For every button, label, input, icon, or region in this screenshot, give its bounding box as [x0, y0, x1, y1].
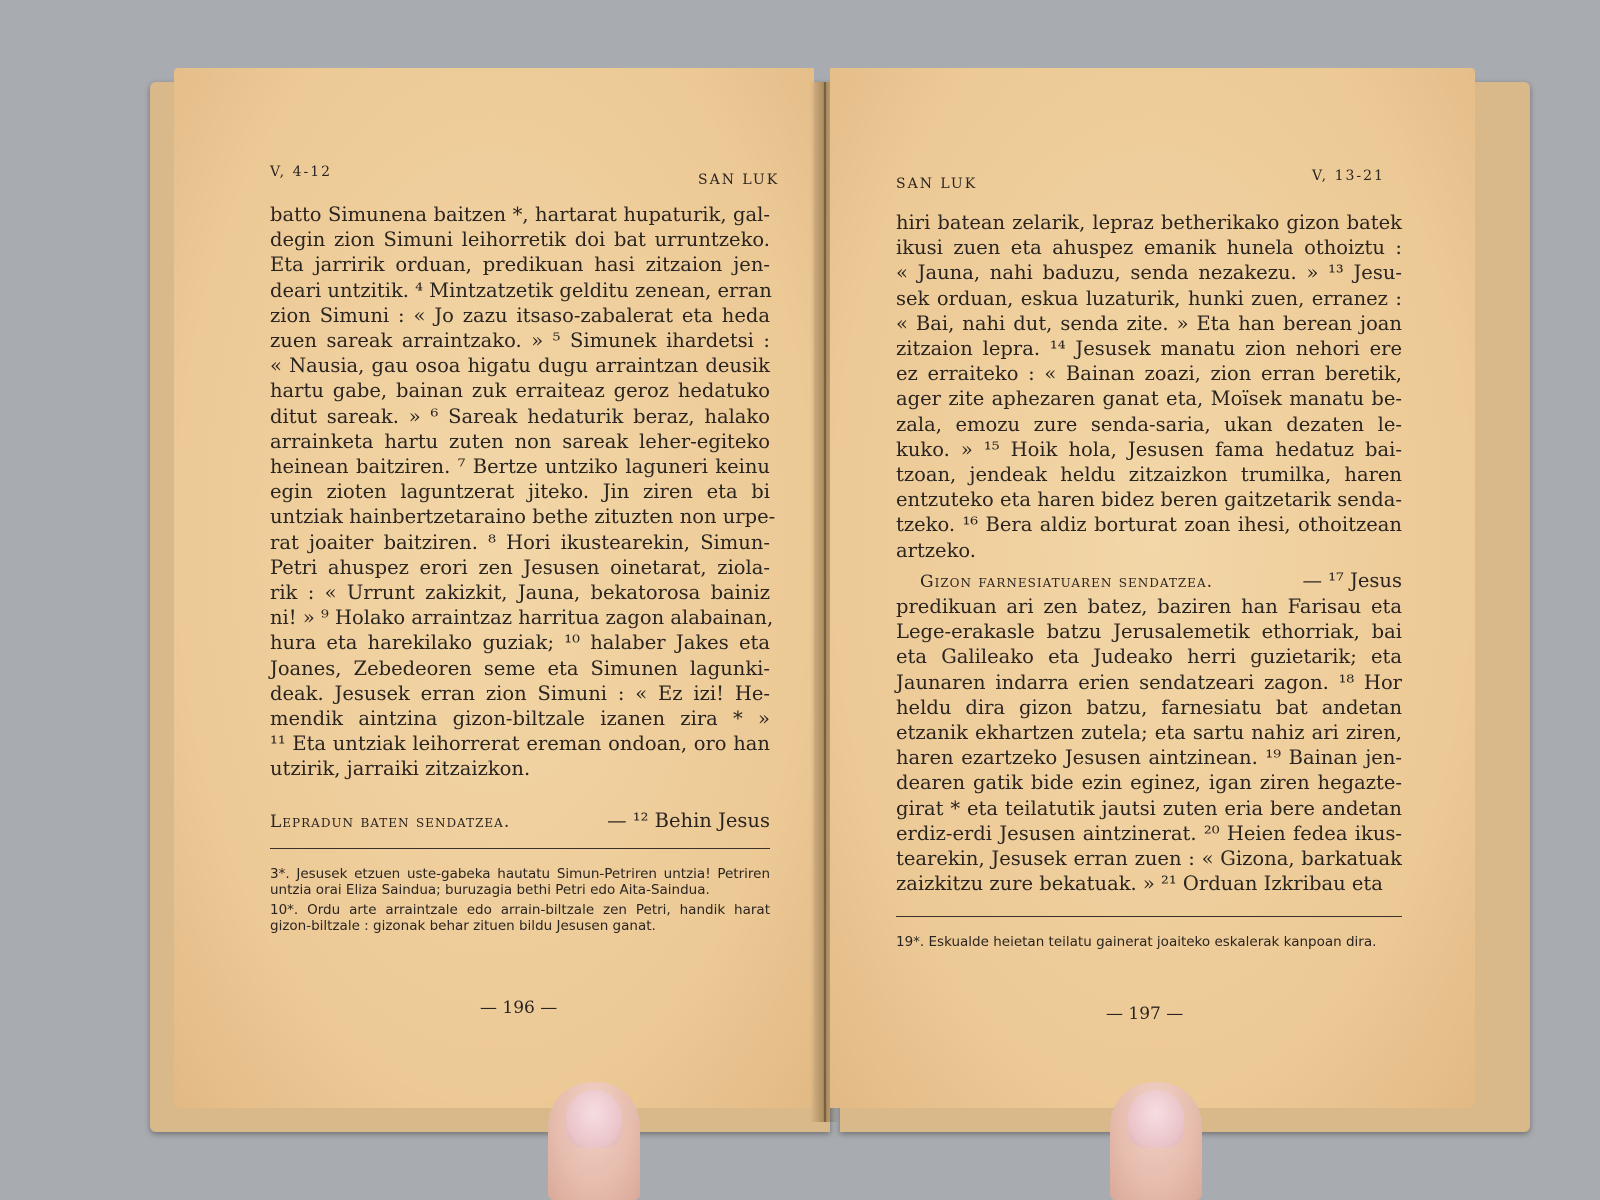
left-body-line: mendik aintzina gizon-biltzale izanen zira * » [270, 707, 770, 731]
right-body-line: ikusi zuen eta ahuspez emanik hunela othoiztu : [896, 236, 1402, 260]
right-thumbnail [1128, 1090, 1184, 1148]
right-body-line: ager zite aphezaren ganat eta, Moïsek manatu be- [896, 387, 1402, 411]
right-body-text [896, 210, 1402, 563]
left-body-line: ¹¹ Eta untziak leihorrerat ereman ondoan, oro han [270, 732, 770, 756]
right-body-line: « Bai, nahi dut, senda zite. » Eta han berean joan [896, 311, 1402, 335]
left-thumbnail [566, 1090, 622, 1148]
right-body-line: kuko. » ¹⁵ Hoik hola, Jesusen fama hedatuz bai- [896, 437, 1402, 461]
right-section-rest: — ¹⁷ Jesus [1302, 569, 1402, 592]
left-body-line: Joanes, Zebedeoren seme eta Simunen lagunki- [270, 656, 770, 680]
left-section-rest: — ¹² Behin Jesus [607, 809, 770, 832]
left-body-line: Eta jarririk orduan, predikuan hasi zitzaion jen- [270, 253, 770, 277]
left-body-line: arrainketa hartu zuten non sareak leher-egiteko [270, 429, 770, 453]
right-body-line: tzoan, jendeak heldu zitzaizkon trumilka, haren [896, 463, 1402, 487]
left-body-line: zion Simuni : « Jo zazu itsaso-zabalerat eta heda [270, 303, 770, 327]
right-section-heading: Gizon farnesiatuaren sendatzea. [920, 572, 1214, 592]
left-body-line: hura eta harekilako guziak; ¹⁰ halaber Jakes eta [270, 631, 770, 655]
right-body-continued-line: zaizkitzu zure bekatuak. » ²¹ Orduan Izkribau eta [896, 872, 1383, 896]
right-body-continued-line: haren ezartzeko Jesusen aintzinean. ¹⁹ Bainan jen- [896, 746, 1402, 770]
right-body-continued-line: heldu dira gizon batzu, farnesiatu bat andetan [896, 695, 1402, 719]
left-body-line: egin zioten laguntzerat jiteko. Jin ziren eta bi [270, 480, 770, 504]
left-body-line: « Nausia, gau osoa higatu dugu arraintzan deusik [270, 354, 770, 378]
left-body-line: hartu gabe, bainan zuk erraiteaz geroz hedatuko [270, 379, 770, 403]
right-body-text-continued [896, 594, 1402, 896]
right-body-line: zitzaion lepra. ¹⁴ Jesusek manatu zion nehori ere [896, 337, 1402, 361]
right-footnote-rule [896, 916, 1402, 917]
right-body-continued-line: Jaunaren indarra erien sendatzeari zagon. ¹⁸ Hor [896, 670, 1402, 694]
right-body-continued-line: tearekin, Jesusek erran zuen : « Gizona, barkatuak [896, 847, 1402, 871]
left-body-line: heinean baitziren. ⁷ Bertze untziko laguneri keinu [270, 455, 770, 479]
left-footnote: 3*. Jesusek etzuen uste-gabeka hautatu Simun-Petriren untzia! Petriren untzia orai Eliza Saindua; buruzagia bethi Petri edo Aita-Saindua. [270, 866, 770, 898]
right-body-line: ez erraiteko : « Bainan zoazi, zion erran beretik, [896, 362, 1402, 386]
left-thumb [548, 1082, 640, 1200]
right-body-continued-line: girat * eta teilatutik jautsi zuten eria bere andetan [896, 796, 1402, 820]
left-body-line: zuen sareak arraintzako. » ⁵ Simunek ihardetsi : [270, 329, 770, 353]
left-body-line: utzirik, jarraiki zitzaizkon. [270, 757, 531, 781]
right-thumb [1110, 1082, 1202, 1200]
right-body-continued-line: etzanik ekhartzen zutela; eta sartu nahiz ari ziren, [896, 721, 1402, 745]
right-body-line: tzeko. ¹⁶ Bera aldiz borturat zoan ihesi, othoitzean [896, 513, 1402, 537]
right-body-line: « Jauna, nahi baduzu, senda nezakezu. » ¹³ Jesu- [896, 261, 1402, 285]
left-body-line: ditut sareak. » ⁶ Sareak hedaturik beraz, halako [270, 404, 770, 428]
left-body-line: ni! » ⁹ Holako arraintzaz harritua zagon alabainan, [270, 606, 774, 630]
right-body-line: hiri batean zelarik, lepraz betherikako gizon batek [896, 211, 1402, 234]
right-header-chapter: V, 13-21 [1312, 168, 1385, 184]
right-body-line: entzuteko eta haren bidez beren gaitzetarik senda- [896, 488, 1402, 512]
left-header-title: SAN LUK [698, 172, 780, 188]
left-page [174, 68, 814, 1108]
right-footnotes [896, 934, 1402, 954]
right-section-line [896, 568, 1402, 595]
right-body-line: zala, emozu zure senda-saria, ukan dezaten le- [896, 412, 1402, 436]
right-body-line: sek orduan, eskua luzaturik, hunki zuen, erranez : [896, 286, 1402, 310]
right-body-continued-line: eta Galileako eta Judeako herri guzietarik; eta [896, 645, 1402, 669]
left-body-line: untziak hainbertzetaraino bethe zituzten non urpe- [270, 505, 776, 529]
right-body-continued-line: Lege-erakasle batzu Jerusalemetik ethorriak, bai [896, 620, 1402, 644]
right-page [830, 68, 1475, 1108]
left-body-line: deari untzitik. ⁴ Mintzatzetik gelditu zenean, erran [270, 278, 772, 302]
left-header-chapter: V, 4-12 [270, 164, 333, 180]
right-body-line: artzeko. [896, 538, 977, 562]
left-footnotes [270, 866, 770, 938]
open-book [150, 62, 1530, 1142]
left-footnote-rule [270, 848, 770, 849]
right-header-title: SAN LUK [896, 176, 978, 192]
left-section-heading: Lepradun baten sendatzea. [270, 812, 511, 832]
left-body-line: degin zion Simuni leihorretik doi bat urruntzeko. [270, 228, 770, 252]
right-footnote: 19*. Eskualde heietan teilatu gainerat joaiteko eskalerak kanpoan dira. [896, 934, 1377, 950]
left-footnote: 10*. Ordu arte arraintzale edo arrain-biltzale zen Petri, handik harat gizon-biltzale : gizonak behar zituen bildu Jesusen ganat. [270, 902, 770, 934]
left-body-line: rat joaiter baitziren. ⁸ Hori ikustearekin, Simun- [270, 530, 770, 554]
left-body-text [270, 202, 776, 782]
right-body-continued-line: predikuan ari zen batez, baziren han Farisau eta [896, 595, 1402, 618]
left-body-line: deak. Jesusek erran zion Simuni : « Ez izi! He- [270, 681, 770, 705]
right-body-continued-line: erdiz-erdi Jesusen aintzinerat. ²⁰ Heien fedea ikus- [896, 821, 1402, 845]
right-body-continued-line: dearen gatik bide ezin eginez, igan ziren hegazte- [896, 771, 1402, 795]
left-page-number: — 196 — [480, 998, 558, 1018]
left-body-line: batto Simunena baitzen *, hartarat hupaturik, gal- [270, 203, 770, 226]
left-body-line: Petri ahuspez erori zen Jesusen oinetarat, ziola- [270, 555, 770, 579]
left-body-line: rik : « Urrunt zakizkit, Jauna, bekatorosa bainiz [270, 581, 770, 605]
right-page-number: — 197 — [1106, 1004, 1184, 1024]
left-section-line [270, 808, 770, 835]
